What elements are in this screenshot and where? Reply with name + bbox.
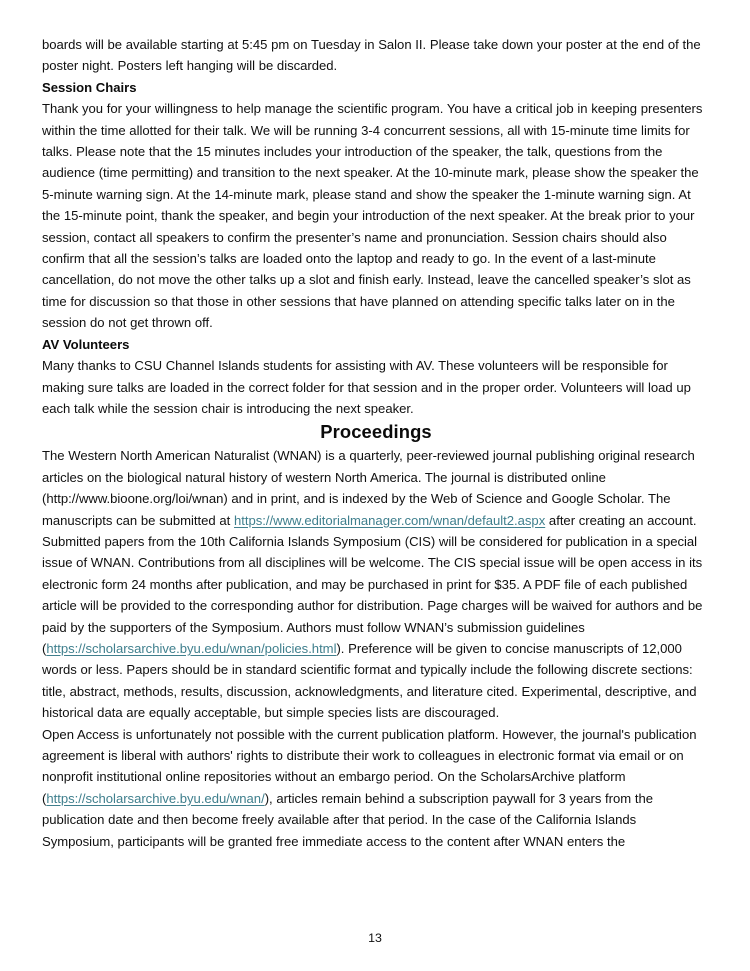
proceedings-2-text-before-link: Submitted papers from the 10th California Islands Symposium (CIS) will be considered for publication in a special issue of WNAN. Contributions from all disciplines will be welcome. The CIS special issue will be open access in its electronic form 24 months after publication, and may be purchased in print for $35. A PDF file of each published article will be provided to the corresponding author for distribution. Page charges will be waived for authors and be paid by the supporters of the Symposium. Authors must follow WNAN’s submission guidelines ( [42, 533, 703, 656]
editorialmanager-link[interactable]: https://www.editorialmanager.com/wnan/default2.aspx [234, 512, 546, 528]
paragraph-proceedings-1 [42, 445, 710, 531]
paragraph-proceedings-2 [42, 531, 710, 724]
paragraph-poster-continuation: boards will be available starting at 5:45 pm on Tuesday in Salon II. Please take down your poster at the end of the poster night. Posters left hanging will be discarded. [42, 37, 701, 74]
proceedings-1-text-after-link: after creating an account. [545, 512, 697, 528]
heading-proceedings: Proceedings [320, 421, 432, 443]
paragraph-av-volunteers: Many thanks to CSU Channel Islands students for assisting with AV. These volunteers will be responsible for making sure talks are loaded in the correct folder for that session and in the proper order. Volunteers will load up each talk while the session chair is introducing the next speaker. [42, 358, 691, 416]
scholarsarchive-wnan-link[interactable]: https://scholarsarchive.byu.edu/wnan/ [46, 790, 265, 806]
page-number: 13 [368, 931, 382, 945]
proceedings-1-text-before-link: The Western North American Naturalist (WNAN) is a quarterly, peer-reviewed journal publishing original research articles on the biological natural history of western North America. The journal is distributed online (http://www.bioone.org/loi/wnan) and in print, and is indexed by the Web of Science and Google Scholar. The manuscripts can be submitted at [42, 448, 695, 528]
page-content [42, 34, 710, 852]
paragraph-session-chairs: Thank you for your willingness to help manage the scientific program. You have a critical job in keeping presenters within the time allotted for their talk. We will be running 3-4 concurrent sessions, all with 15-minute time limits for talks. Please note that the 15 minutes includes your introduction of the speaker, the talk, questions from the audience (time permitting) and transition to the next speaker. At the 10-minute mark, please show the speaker the 5-minute warning sign. At the 14-minute mark, please stand and show the speaker the 1-minute warning sign. At the 15-minute point, thank the speaker, and begin your introduction of the next speaker. At the break prior to your session, contact all speakers to confirm the presenter’s name and pronunciation. Session chairs should also confirm that all the session’s talks are loaded onto the laptop and ready to go. In the event of a last-minute cancellation, do not move the other talks up a slot and finish early. Instead, leave the cancelled speaker’s slot as time for discussion so that those in other sessions that have planned on attending specific talks later on in the session do not get thrown off. [42, 101, 703, 331]
proceedings-2-text-after-link: ). Preference will be given to concise manuscripts of 12,000 words or less. Papers should be in standard scientific format and typically include the following discrete sections: title, abstract, methods, results, discussion, acknowledgments, and literature cited. Experimental, descriptive, and historical data are equally acceptable, but simple species lists are discouraged. [42, 640, 697, 721]
proceedings-3-text-after-link: ), articles remain behind a subscription paywall for 3 years from the publication date and then become freely available after that period. In the case of the California Islands Symposium, participants will be granted free immediate access to the content after WNAN enters the [42, 790, 654, 849]
scholarsarchive-policies-link[interactable]: https://scholarsarchive.byu.edu/wnan/policies.html [46, 640, 337, 656]
heading-av-volunteers: AV Volunteers [42, 336, 130, 352]
heading-session-chairs: Session Chairs [42, 79, 137, 95]
paragraph-proceedings-3 [42, 724, 710, 852]
proceedings-3-text-before-link: Open Access is unfortunately not possible with the current publication platform. However, the journal's publication agreement is liberal with authors' rights to distribute their work to colleagues in electronic format via email or on nonprofit institutional online repositories without an embargo period. On the ScholarsArchive platform ( [42, 726, 697, 806]
